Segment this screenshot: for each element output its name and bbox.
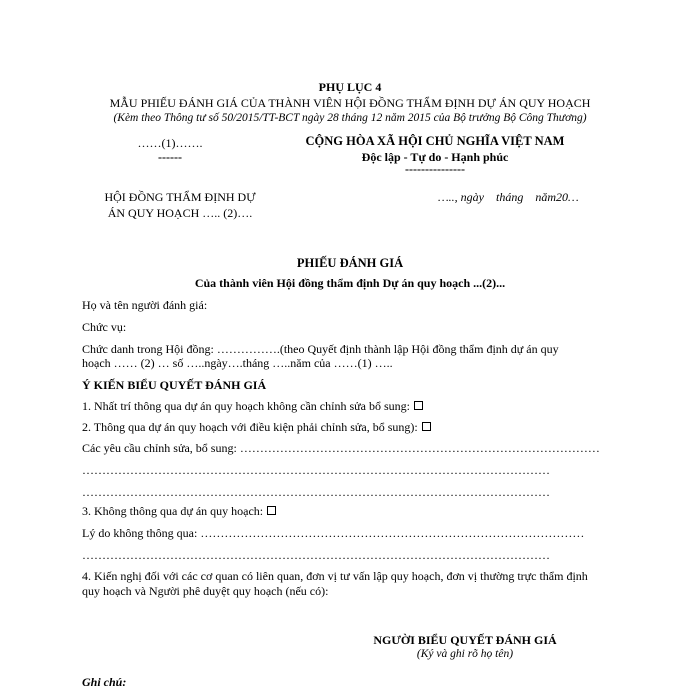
- reason-label: Lý do không thông qua:: [82, 526, 198, 540]
- notes-label: Ghi chú:: [82, 675, 127, 689]
- appendix-title: MẪU PHIẾU ĐÁNH GIÁ CỦA THÀNH VIÊN HỘI ĐỒNG THẨM ĐỊNH DỰ ÁN QUY HOẠCH: [109, 96, 591, 110]
- revision-row: [82, 441, 600, 456]
- appendix-note: (Kèm theo Thông tư số 50/2015/TT-BCT ngày 28 tháng 12 năm 2015 của Bộ trưởng Bộ Công Thương): [113, 112, 587, 124]
- appendix-label: PHỤ LỤC 4: [318, 80, 382, 94]
- name-label: Họ và tên người đánh giá:: [82, 298, 208, 312]
- option-3-row: [82, 504, 276, 519]
- form-subtitle: Của thành viên Hội đồng thẩm định Dự án quy hoạch ...(2)...: [194, 276, 506, 290]
- option-2-checkbox[interactable]: [422, 422, 431, 431]
- council-line-2: ÁN QUY HOẠCH ….. (2)….: [107, 206, 253, 220]
- option-3-checkbox[interactable]: [267, 506, 276, 515]
- nation-title: CỘNG HÒA XÃ HỘI CHỦ NGHĨA VIỆT NAM: [305, 134, 565, 148]
- date-line: ….., ngày tháng năm20…: [438, 190, 579, 204]
- option-1-checkbox[interactable]: [414, 401, 423, 410]
- revision-field-2[interactable]: ………………………………………………………………………………………………………: [82, 463, 550, 477]
- option-1-label: 1. Nhất trí thông qua dự án quy hoạch không cần chỉnh sửa bổ sung:: [82, 399, 410, 413]
- position-label: Chức vụ:: [82, 320, 127, 334]
- option-4-line-2: quy hoạch và Người phê duyệt quy hoạch (nếu có):: [82, 584, 329, 598]
- signature-title: NGƯỜI BIỂU QUYẾT ĐÁNH GIÁ: [373, 633, 557, 647]
- option-4-line-1: 4. Kiến nghị đối với các cơ quan có liên quan, đơn vị tư vấn lập quy hoạch, đơn vị thường trực thẩm định: [82, 569, 588, 583]
- form-title: PHIẾU ĐÁNH GIÁ: [296, 256, 404, 270]
- council-role-line-2: hoạch …… (2) … số …..ngày….tháng …..năm của ……(1) …..: [82, 356, 393, 370]
- option-2-row: [82, 420, 431, 435]
- opinion-heading: Ý KIẾN BIỂU QUYẾT ĐÁNH GIÁ: [82, 378, 267, 392]
- org-line: ……(1)…….: [137, 136, 203, 150]
- left-dashes: ------: [158, 150, 182, 164]
- option-2-label: 2. Thông qua dự án quy hoạch với điều kiện phải chỉnh sửa, bổ sung):: [82, 420, 418, 434]
- signature-note: (Ký và ghi rõ họ tên): [416, 648, 514, 660]
- right-dashes: ---------------: [405, 162, 465, 176]
- council-line-1: HỘI ĐỒNG THẨM ĐỊNH DỰ: [104, 190, 256, 204]
- reason-field-2[interactable]: ………………………………………………………………………………………………………: [82, 548, 550, 562]
- reason-field-1[interactable]: ……………………………………………………………………………………: [200, 526, 585, 540]
- option-1-row: [82, 399, 423, 414]
- revision-field-3[interactable]: ………………………………………………………………………………………………………: [82, 485, 550, 499]
- revision-label: Các yêu cầu chỉnh sửa, bổ sung:: [82, 441, 237, 455]
- option-3-label: 3. Không thông qua dự án quy hoạch:: [82, 504, 264, 518]
- revision-field-1[interactable]: ………………………………………………………………………………: [239, 441, 600, 455]
- reason-row: [82, 526, 584, 541]
- motto: Độc lập - Tự do - Hạnh phúc: [361, 150, 509, 164]
- council-role-line-1: Chức danh trong Hội đồng: …………….(theo Quyết định thành lập Hội đồng thẩm định dự án quy: [82, 342, 559, 356]
